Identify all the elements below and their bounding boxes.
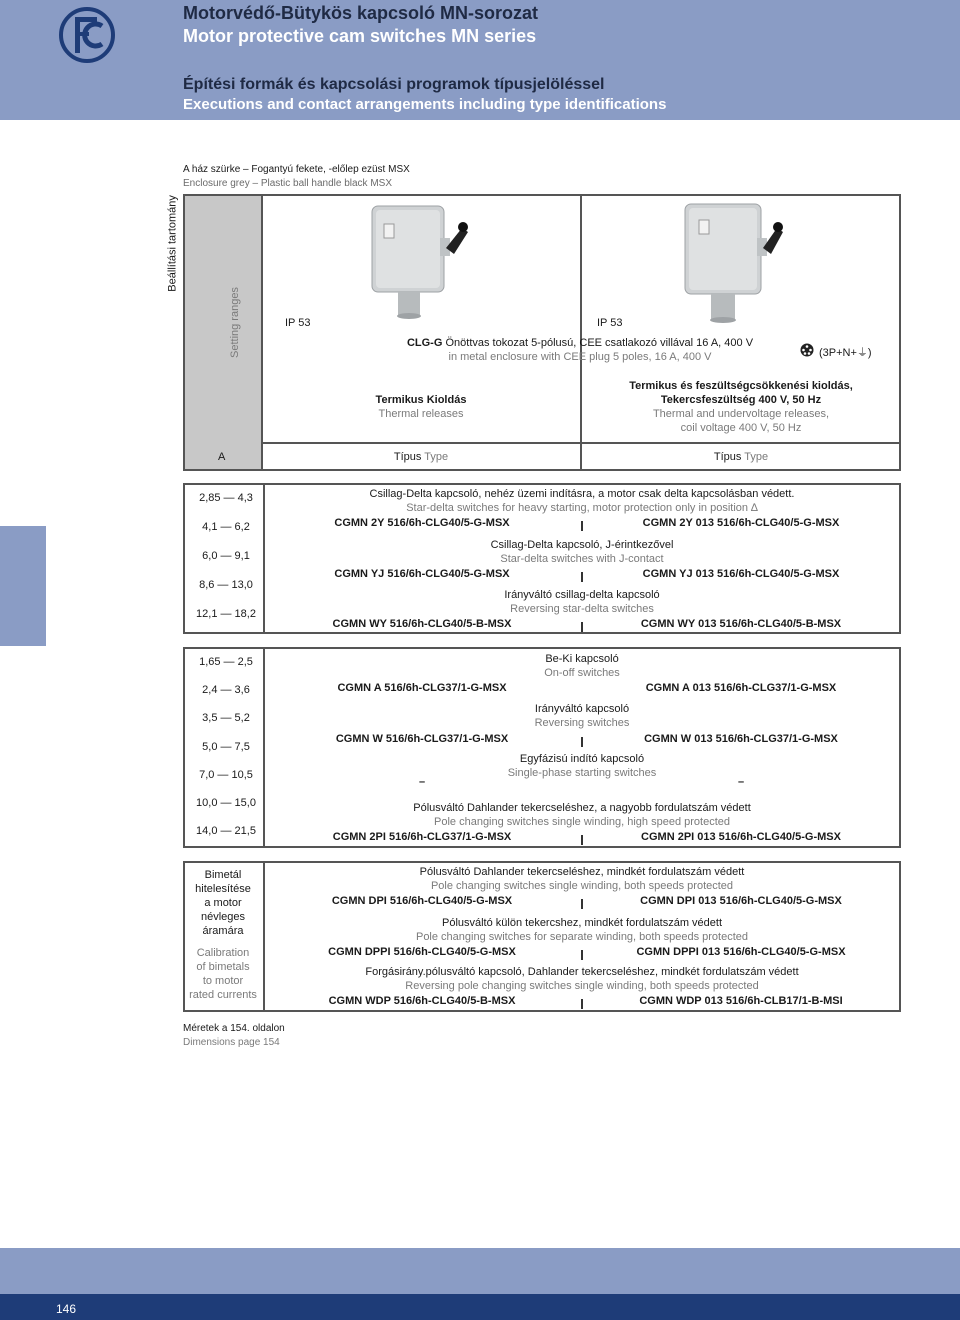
group-title-hu: Csillag-Delta kapcsoló, J-érintkezővel xyxy=(490,539,674,551)
group-title-hu: Pólusváltó Dahlander tekercseléshez, a nagyobb fordulatszám védett xyxy=(413,802,751,814)
group-title-en: Single-phase starting switches xyxy=(507,767,657,779)
dimensions-hu: Méretek a 154. oldalon xyxy=(183,1023,285,1034)
calibration-en: rated currents xyxy=(189,989,257,1001)
clg-hu: Önöttvas tokozat 5-pólusú, CEE csatlakozó villával 16 A, 400 V xyxy=(442,337,754,349)
calibration-en: Calibration xyxy=(196,947,250,959)
type-code-left: CGMN WDP 516/6h-CLG40/5-B-MSX xyxy=(328,995,516,1007)
range-row: 3,5 — 5,2 xyxy=(202,712,250,724)
type-code-left: CGMN 2Y 516/6h-CLG40/5-G-MSX xyxy=(334,517,510,529)
subtitle-hu: Építési formák és kapcsolási programok típusjelöléssel xyxy=(183,76,605,93)
group-title-hu: Pólusváltó külön tekercshez, mindkét fordulatszám védett xyxy=(441,917,723,929)
company-logo xyxy=(58,6,116,64)
setting-ranges-cell xyxy=(185,196,261,469)
type-code-left: CGMN YJ 516/6h-CLG40/5-G-MSX xyxy=(334,568,510,580)
range-row: 7,0 — 10,5 xyxy=(199,769,253,781)
group-title-hu: Egyfázisú indító kapcsoló xyxy=(519,753,645,765)
title-hu: Motorvédő-Bütykös kapcsoló MN-sorozat xyxy=(183,3,539,23)
range-row: 2,4 — 3,6 xyxy=(202,684,250,696)
group-title-en: Pole changing switches single winding, both speeds protected xyxy=(430,880,734,892)
range-row: 12,1 — 18,2 xyxy=(196,608,256,620)
type-code-left: CGMN 2PI 516/6h-CLG37/1-G-MSX xyxy=(332,831,512,843)
setting-ranges-en: Setting ranges xyxy=(229,287,241,358)
range-row: 1,65 — 2,5 xyxy=(199,656,253,668)
title-en: Motor protective cam switches MN series xyxy=(183,26,537,46)
clg-en: in metal enclosure with CEE plug 5 poles, 16 A, 400 V xyxy=(448,351,712,363)
undervoltage-hu-2: Tekercsfeszültség 400 V, 50 Hz xyxy=(660,394,822,406)
range-row: 5,0 — 7,5 xyxy=(202,741,250,753)
type-code-right: CGMN W 013 516/6h-CLG37/1-G-MSX xyxy=(644,733,838,745)
clg-description xyxy=(407,337,753,349)
type-header-left: Típus Type xyxy=(393,451,449,463)
range-row: 6,0 — 9,1 xyxy=(202,550,250,562)
footer-band xyxy=(0,1248,960,1294)
group-title-en: On-off switches xyxy=(544,667,620,679)
subtitle-en: Executions and contact arrangements including type identifications xyxy=(183,96,667,113)
type-code-right: CGMN 2PI 013 516/6h-CLG40/5-G-MSX xyxy=(641,831,841,843)
calibration-en: to motor xyxy=(202,975,244,987)
type-code-right: CGMN DPI 013 516/6h-CLG40/5-G-MSX xyxy=(640,895,842,907)
calibration-hu: Bimetál xyxy=(204,869,242,881)
dimensions-en: Dimensions page 154 xyxy=(183,1037,280,1048)
cee-plug-icon xyxy=(800,343,814,357)
calibration-hu: névleges xyxy=(200,911,246,923)
switch-enclosure-image-left xyxy=(362,198,472,320)
enclosure-en: Enclosure grey – Plastic ball handle black MSX xyxy=(183,178,392,189)
type-header-right: Típus Type xyxy=(713,451,769,463)
calibration-hu: hitelesítése xyxy=(195,883,251,895)
group-title-hu: Irányváltó kapcsoló xyxy=(534,703,630,715)
group-title-hu: Forgásirány.pólusváltó kapcsoló, Dahlander tekercseléshez, mindkét fordulatszám védett xyxy=(365,966,799,978)
type-code-left: CGMN W 516/6h-CLG37/1-G-MSX xyxy=(335,733,509,745)
enclosure-hu: A ház szürke – Fogantyú fekete, -előlep ezüst MSX xyxy=(183,164,410,175)
group-title-en: Star-delta switches for heavy starting, motor protection only in position ∆ xyxy=(406,502,758,514)
setting-ranges-hu: Beállítási tartomány xyxy=(166,195,179,292)
undervoltage-en-2: coil voltage 400 V, 50 Hz xyxy=(680,422,802,434)
group-title-en: Reversing switches xyxy=(534,717,630,729)
group-title-hu: Be-Ki kapcsoló xyxy=(545,653,619,665)
footer-bar xyxy=(0,1294,960,1320)
type-code-left: – xyxy=(418,776,426,788)
group-title-en: Reversing pole changing switches single winding, both speeds protected xyxy=(405,980,759,992)
type-code-right: CGMN WDP 013 516/6h-CLB17/1-B-MSI xyxy=(639,995,843,1007)
group-title-en: Pole changing switches for separate winding, both speeds protected xyxy=(415,931,749,943)
unit-a: A xyxy=(218,451,226,463)
clg-bold: CLG-G xyxy=(406,337,443,349)
undervoltage-hu-1: Termikus és feszültségcsökkenési kioldás, xyxy=(629,380,853,392)
type-code-left: CGMN WY 516/6h-CLG40/5-B-MSX xyxy=(332,618,512,630)
range-row: 4,1 — 6,2 xyxy=(202,521,250,533)
type-code-right: CGMN YJ 013 516/6h-CLG40/5-G-MSX xyxy=(642,568,840,580)
calibration-hu: a motor xyxy=(204,897,242,909)
page-number: 146 xyxy=(56,1302,77,1316)
range-row: 14,0 — 21,5 xyxy=(196,825,256,837)
range-row: 10,0 — 15,0 xyxy=(196,797,256,809)
switch-enclosure-image-right xyxy=(675,198,785,324)
group-title-hu: Irányváltó csillag-delta kapcsoló xyxy=(504,589,660,601)
range-row: 8,6 — 13,0 xyxy=(199,579,253,591)
group-title-hu: Csillag-Delta kapcsoló, nehéz üzemi indításra, a motor csak delta kapcsolásban védett. xyxy=(369,488,795,500)
type-code-right: CGMN 2Y 013 516/6h-CLG40/5-G-MSX xyxy=(642,517,840,529)
group-title-en: Star-delta switches with J-contact xyxy=(500,553,664,565)
calibration-en: of bimetals xyxy=(196,961,250,973)
group-title-hu: Pólusváltó Dahlander tekercseléshez, mindkét fordulatszám védett xyxy=(419,866,745,878)
type-code-right: – xyxy=(737,776,745,788)
type-code-left: CGMN A 516/6h-CLG37/1-G-MSX xyxy=(337,682,507,694)
type-code-left: CGMN DPPI 516/6h-CLG40/5-G-MSX xyxy=(328,946,516,958)
calibration-hu: áramára xyxy=(202,925,244,937)
plug-symbol: (3P+N+⏚) xyxy=(819,347,872,359)
thermal-en: Thermal releases xyxy=(378,408,464,420)
thermal-hu: Termikus Kioldás xyxy=(375,394,467,406)
group-title-en: Pole changing switches single winding, high speed protected xyxy=(434,816,730,828)
ip-rating-right: IP 53 xyxy=(597,317,623,329)
type-code-right: CGMN A 013 516/6h-CLG37/1-G-MSX xyxy=(645,682,837,694)
undervoltage-en-1: Thermal and undervoltage releases, xyxy=(652,408,830,420)
ip-rating-left: IP 53 xyxy=(285,317,311,329)
group-title-en: Reversing star-delta switches xyxy=(510,603,654,615)
type-code-right: CGMN WY 013 516/6h-CLG40/5-B-MSX xyxy=(640,618,842,630)
type-code-right: CGMN DPPI 013 516/6h-CLG40/5-G-MSX xyxy=(636,946,846,958)
side-tab xyxy=(0,526,46,646)
type-code-left: CGMN DPI 516/6h-CLG40/5-G-MSX xyxy=(331,895,513,907)
range-row: 2,85 — 4,3 xyxy=(199,492,253,504)
